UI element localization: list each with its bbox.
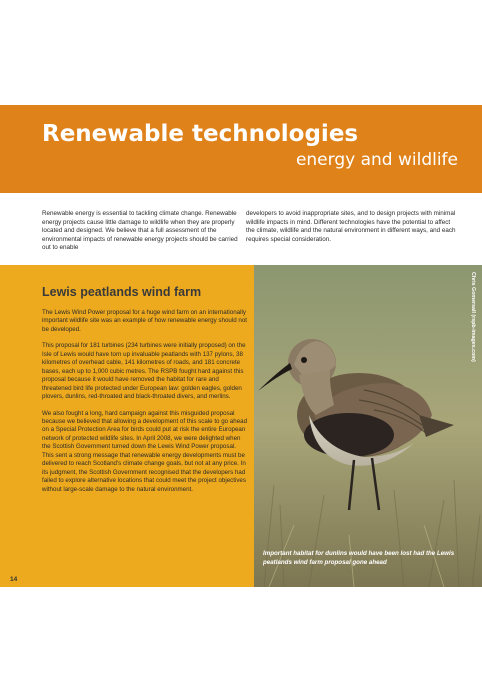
article-paragraph: The Lewis Wind Power proposal for a huge wind farm on an internationally important wildlife site was an example of how renewable energy should not be developed.	[42, 309, 247, 333]
intro-text-right: developers to avoid inappropriate sites, and to design projects with minimal wildlife impacts in mind. Different technologies have the potential to affect the climate, wildlife and the natural environment in different ways, and each requires special consideration.	[246, 210, 456, 243]
article-paragraph: We also fought a long, hard campaign against this misguided proposal because we believed that allowing a development of this scale to go ahead on a Special Protection Area for birds could put at risk the entire European network of protected wildlife sites. In April 2008, we were delighted when the Scottish Government turned down the Lewis Wind Power proposal. This sent a strong message that renewable energy developments must be delivered to reach Scotland's climate change goals, but not at any price. In its judgment, the Scottish Government recognised that the developers had failed to explore alternative locations that could meet the project objectives without large-scale damage to the natural environment.	[42, 409, 248, 493]
dunlin-illustration	[254, 265, 482, 587]
page-title: Renewable technologies	[42, 121, 359, 147]
article-paragraph: This proposal for 181 turbines (234 turbines were initially proposed) on the Isle of Lewis would have torn up invaluable peatlands with 137 pylons, 38 kilometres of overhead cable, 141 kilometres of roads, and 181 concrete bases, each up to 1,000 cubic metres. The RSPB fought hard against this proposal because it would have removed the habitat for rare and threatened bird life protected under European law: golden eagles, golden plovers, dunlins, red-throated and black-throated divers, and merlins.	[42, 342, 246, 401]
page-number: 14	[10, 576, 18, 583]
intro-text-left: Renewable energy is essential to tackling climate change. Renewable energy projects cause little damage to wildlife when they are properly located and designed. We believe that a full assessment of the environmental impacts of renewable energy projects should be carried out to enable	[42, 210, 238, 252]
photo-caption: Important habitat for dunlins would have been lost had the Lewis peatlands wind farm proposal gone ahead	[263, 550, 455, 566]
dunlin-photo	[254, 265, 482, 587]
photo-credit: Chris Gomersall (rspb-images.com)	[470, 272, 476, 362]
article-body	[42, 309, 247, 502]
page-subtitle: energy and wildlife	[295, 150, 458, 170]
article-title: Lewis peatlands wind farm	[42, 285, 202, 299]
title-banner	[0, 105, 482, 193]
